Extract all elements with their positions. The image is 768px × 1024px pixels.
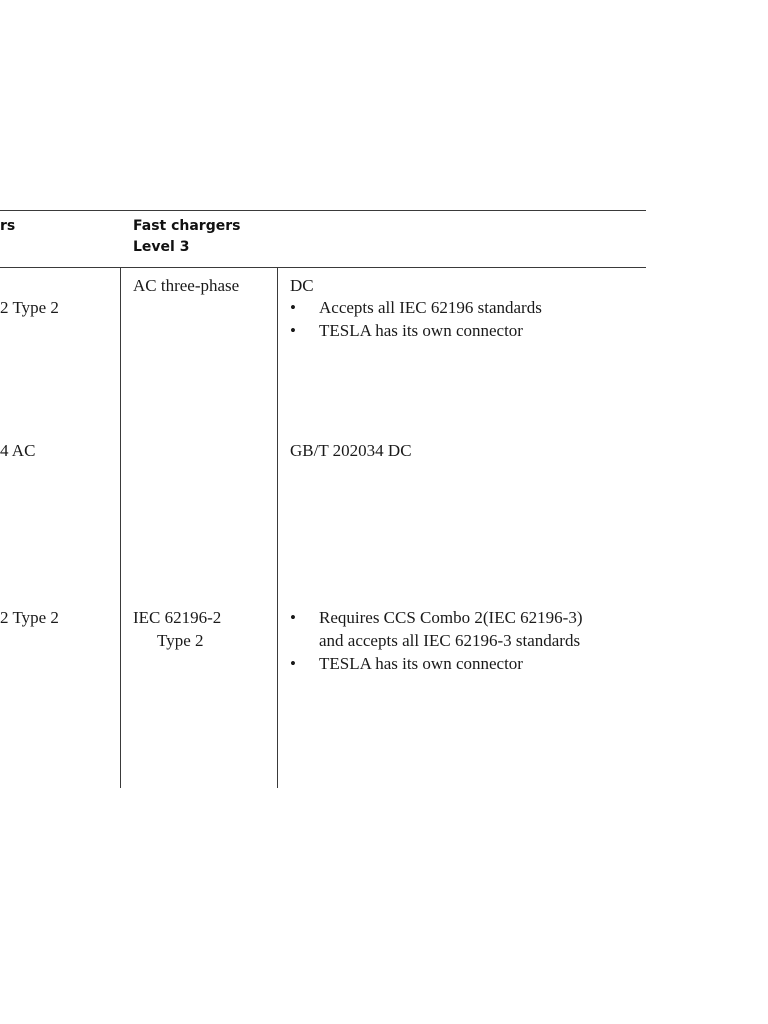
row2-col-c-title: GB/T 202034 DC xyxy=(290,441,412,460)
bullet-icon: • xyxy=(290,321,296,340)
row1-col-c-title: DC xyxy=(290,276,314,295)
list-item: • TESLA has its own connector xyxy=(290,321,523,340)
list-item: • TESLA has its own connector xyxy=(290,654,523,673)
row3-col-b: IEC 62196-2 Type 2 xyxy=(133,608,222,650)
list-item: • Accepts all IEC 62196 standards xyxy=(290,298,542,317)
bullet-icon: • xyxy=(290,298,296,317)
row3-col-a: 2 Type 2 xyxy=(0,608,59,627)
column-divider-2 xyxy=(277,267,278,788)
row2-col-a: 4 AC xyxy=(0,441,36,460)
table-header-rule xyxy=(0,267,646,268)
row3-bullet-list xyxy=(290,606,583,675)
list-item: • Requires CCS Combo 2(IEC 62196-3) and accepts all IEC 62196-3 standards xyxy=(290,608,583,650)
bullet-icon: • xyxy=(290,654,296,673)
bullet-icon: • xyxy=(290,608,296,627)
column-divider-1 xyxy=(120,267,121,788)
row1-col-a: 2 Type 2 xyxy=(0,298,59,317)
header-fast-title: Fast chargers xyxy=(133,218,241,234)
header-fast-chargers xyxy=(133,216,240,258)
header-left-fragment: rs xyxy=(0,218,16,234)
row1-col-b: AC three-phase xyxy=(133,276,240,295)
header-fast-level: Level 3 xyxy=(133,239,190,255)
table-top-rule xyxy=(0,210,646,211)
row1-bullet-list xyxy=(290,296,542,342)
